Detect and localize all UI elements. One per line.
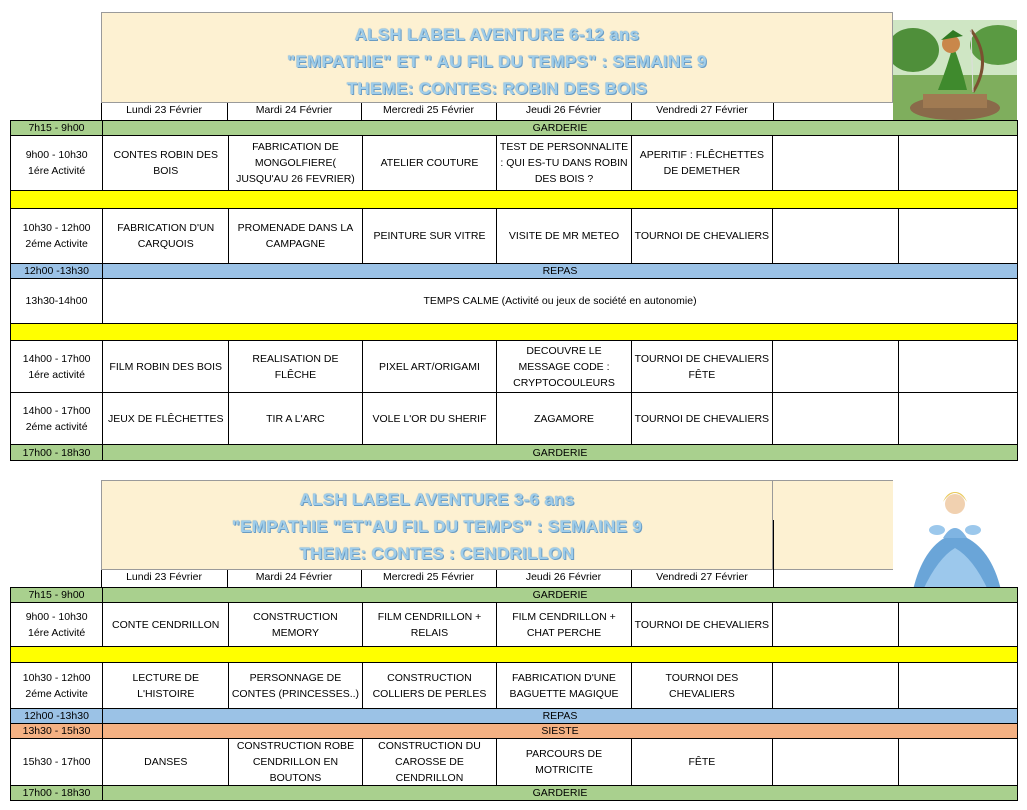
time-label: 9h00 - 10h30 1ére Activité: [11, 136, 103, 191]
activity-cell: TOURNOI DE CHEVALIERS: [632, 603, 773, 647]
time-label: 7h15 - 9h00: [11, 588, 103, 602]
section1-title-line3: THEME: CONTES: ROBIN DES BOIS: [346, 79, 648, 98]
band-label: SIESTE: [541, 725, 579, 737]
day-header: Jeudi 26 Février: [525, 571, 602, 583]
activity-cell: FILM CENDRILLON + CHAT PERCHE: [497, 603, 632, 647]
section1-yellow-separator-2: [10, 324, 1018, 341]
activity-cell: TOURNOI DE CHEVALIERS: [632, 393, 773, 445]
section1-activity3-row: [10, 341, 1018, 393]
section1-title-line1: ALSH LABEL AVENTURE 6-12 ans: [354, 25, 640, 44]
section2-title-line2: "EMPATHIE "ET"AU FIL DU TEMPS" : SEMAINE 9: [231, 517, 643, 536]
empty-cell: [899, 739, 1018, 786]
empty-cell: [773, 603, 899, 647]
activity-cell: CONSTRUCTION ROBE CENDRILLON EN BOUTONS: [229, 739, 363, 786]
empty-cell: [773, 393, 899, 445]
activity-cell: LECTURE DE L'HISTOIRE: [103, 663, 229, 709]
section2-activity1-row: [10, 603, 1018, 647]
activity-cell: ATELIER COUTURE: [363, 136, 498, 191]
section2-day-headers: [101, 571, 893, 587]
empty-cell: [899, 603, 1018, 647]
time-label: 14h00 - 17h00 1ére activité: [11, 341, 103, 393]
band-label: GARDERIE: [532, 446, 588, 459]
activity-cell: ZAGAMORE: [497, 393, 632, 445]
section2-sieste-row: [10, 724, 1018, 739]
activity-cell: CONTE CENDRILLON: [103, 603, 229, 647]
robin-hood-illustration-icon: [893, 20, 1017, 120]
time-label: 12h00 -13h30: [11, 709, 103, 723]
activity-cell: FABRICATION D'UNE BAGUETTE MAGIQUE: [497, 663, 632, 709]
section2-title-line1: ALSH LABEL AVENTURE 3-6 ans: [299, 490, 575, 509]
section1-yellow-separator: [10, 191, 1018, 209]
activity-cell: TOURNOI DES CHEVALIERS: [632, 663, 773, 709]
day-header: Lundi 23 Février: [126, 571, 202, 583]
day-header: Mardi 24 Février: [255, 571, 333, 583]
band-label: REPAS: [542, 265, 578, 277]
section1-garderie-evening-row: [10, 445, 1018, 461]
empty-cell: [899, 393, 1018, 445]
time-label: 7h15 - 9h00: [11, 121, 103, 135]
activity-cell: FÊTE: [632, 739, 773, 786]
time-label: 12h00 -13h30: [11, 264, 103, 278]
day-header: Mardi 24 Février: [255, 104, 333, 116]
activity-cell: PROMENADE DANS LA CAMPAGNE: [229, 209, 363, 264]
section1-activity2-row: [10, 209, 1018, 264]
section2-yellow-separator: [10, 647, 1018, 663]
section2-title-line3: THEME: CONTES : CENDRILLON: [299, 544, 575, 563]
activity-cell: FABRICATION D'UN CARQUOIS: [103, 209, 229, 264]
activity-cell: APERITIF : FLÊCHETTES DE DEMETHER: [632, 136, 773, 191]
empty-cell: [899, 136, 1018, 191]
time-label: 10h30 - 12h00 2éme Activite: [11, 209, 103, 264]
section1-calme-row: [10, 279, 1018, 324]
activity-cell: TOURNOI DE CHEVALIERS: [632, 209, 773, 264]
activity-cell: PERSONNAGE DE CONTES (PRINCESSES..): [229, 663, 363, 709]
activity-cell: REALISATION DE FLÊCHE: [229, 341, 363, 393]
activity-cell: DECOUVRE LE MESSAGE CODE : CRYPTOCOULEURS: [497, 341, 632, 393]
activity-cell: PEINTURE SUR VITRE: [363, 209, 498, 264]
time-label: 13h30-14h00: [11, 279, 103, 323]
activity-cell: PARCOURS DE MOTRICITE: [497, 739, 632, 786]
activity-cell: TOURNOI DE CHEVALIERS FÊTE: [632, 341, 773, 393]
section1-day-headers: [101, 104, 893, 120]
day-header: Mercredi 25 Février: [382, 104, 475, 116]
time-label: 15h30 - 17h00: [11, 739, 103, 786]
day-header: Jeudi 26 Février: [525, 104, 602, 116]
day-header: Vendredi 27 Février: [656, 571, 748, 583]
activity-cell: FABRICATION DE MONGOLFIERE( JUSQU'AU 26 FEVRIER): [229, 136, 363, 191]
section1-garderie-morning-row: [10, 120, 1018, 136]
section2-repas-row: [10, 709, 1018, 724]
activity-cell: CONSTRUCTION COLLIERS DE PERLES: [363, 663, 498, 709]
activity-cell: CONSTRUCTION DU CAROSSE DE CENDRILLON: [363, 739, 498, 786]
activity-cell: FILM ROBIN DES BOIS: [103, 341, 229, 393]
activity-cell: FILM CENDRILLON + RELAIS: [363, 603, 498, 647]
empty-cell: [899, 209, 1018, 264]
empty-cell: [773, 341, 899, 393]
time-label: 14h00 - 17h00 2éme activité: [11, 393, 103, 445]
time-label: 10h30 - 12h00 2éme Activite: [11, 663, 103, 709]
activity-cell: JEUX DE FLÊCHETTES: [103, 393, 229, 445]
section2-garderie-evening-row: [10, 786, 1018, 801]
activity-cell: TIR A L'ARC: [229, 393, 363, 445]
band-label: GARDERIE: [532, 122, 588, 134]
cinderella-illustration-icon: [893, 478, 1017, 594]
band-label: GARDERIE: [532, 589, 588, 601]
empty-cell: [773, 739, 899, 786]
section2-activity3-row: [10, 739, 1018, 786]
activity-cell: PIXEL ART/ORIGAMI: [363, 341, 498, 393]
activity-cell: CONTES ROBIN DES BOIS: [103, 136, 229, 191]
section1-banner: [101, 12, 893, 103]
time-label: 9h00 - 10h30 1ére Activité: [11, 603, 103, 647]
section1-repas-row: [10, 264, 1018, 279]
section2-garderie-morning-row: [10, 587, 1018, 603]
empty-cell: [773, 209, 899, 264]
day-header: Mercredi 25 Février: [382, 571, 475, 583]
section2-activity2-row: [10, 663, 1018, 709]
day-header: Vendredi 27 Février: [656, 104, 748, 116]
time-label: 13h30 - 15h30: [11, 724, 103, 738]
band-label: GARDERIE: [532, 787, 588, 799]
day-header: Lundi 23 Février: [126, 104, 202, 116]
activity-cell: DANSES: [103, 739, 229, 786]
activity-cell: VISITE DE MR METEO: [497, 209, 632, 264]
band-label: REPAS: [542, 710, 578, 722]
time-label: 17h00 - 18h30: [11, 445, 103, 460]
section1-title-line2: "EMPATHIE" ET " AU FIL DU TEMPS" : SEMAINE 9: [287, 52, 707, 71]
time-label: 17h00 - 18h30: [11, 786, 103, 800]
empty-cell: [773, 663, 899, 709]
section1-activity1-row: [10, 136, 1018, 191]
empty-cell: [773, 136, 899, 191]
activity-cell: TEST DE PERSONNALITE : QUI ES-TU DANS ROBIN DES BOIS ?: [497, 136, 632, 191]
empty-cell: [899, 341, 1018, 393]
activity-cell: VOLE L'OR DU SHERIF: [363, 393, 498, 445]
section1-activity4-row: [10, 393, 1018, 445]
activity-cell: CONSTRUCTION MEMORY: [229, 603, 363, 647]
section2-banner: [101, 480, 773, 570]
band-label: TEMPS CALME (Activité ou jeux de société en autonomie): [423, 295, 697, 307]
empty-cell: [899, 663, 1018, 709]
